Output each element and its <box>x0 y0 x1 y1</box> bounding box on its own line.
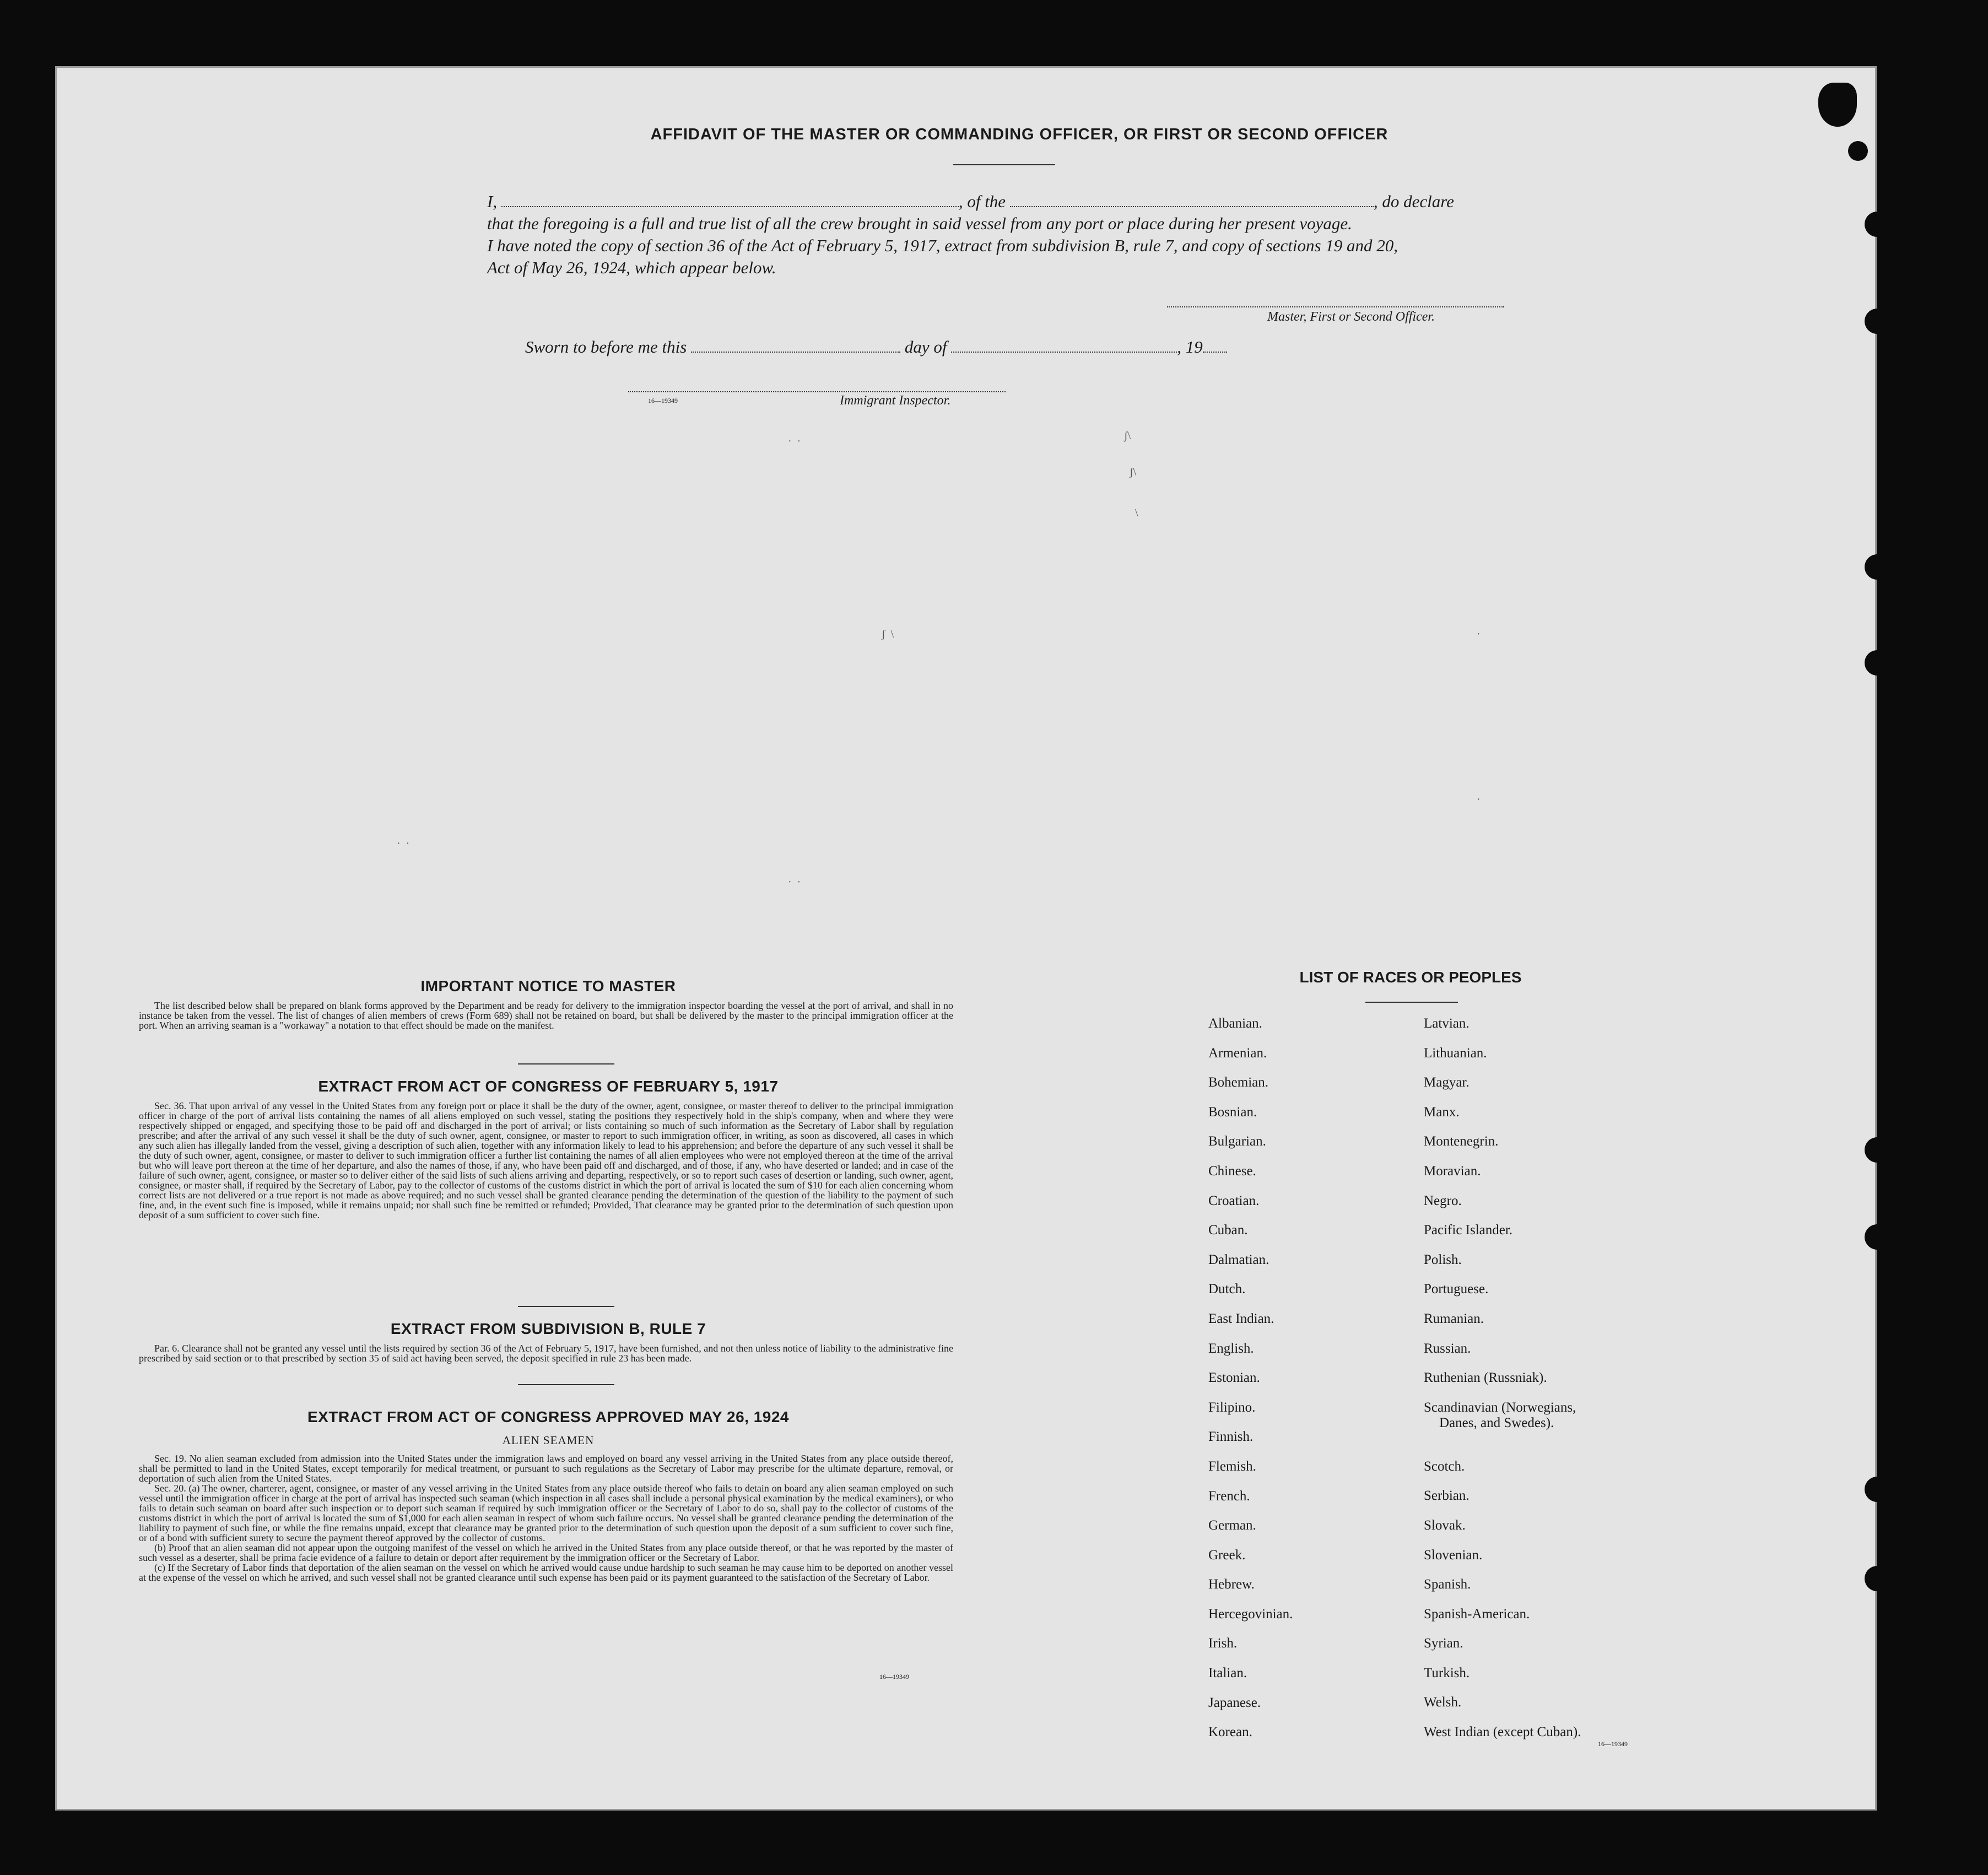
races-left-column <box>1208 1016 1293 1754</box>
race-item: East Indian. <box>1208 1311 1274 1326</box>
race-item: Greek. <box>1208 1547 1246 1563</box>
race-item: Magyar. <box>1424 1075 1470 1090</box>
affidavit-line-1 <box>487 192 1454 212</box>
sworn-month-field[interactable] <box>951 339 1177 353</box>
affidavit-line-2: that the foregoing is a full and true list of all the crew brought in said vessel from any port or place during her present voyage. <box>487 214 1352 233</box>
races-right-column <box>1424 1016 1581 1754</box>
race-item: Turkish. <box>1424 1665 1470 1681</box>
punch-hole <box>1865 212 1890 237</box>
stray-mark: · <box>1477 793 1481 806</box>
extract-1917-title: EXTRACT FROM ACT OF CONGRESS OF FEBRUARY 5, 1917 <box>318 1078 779 1095</box>
race-item: Scotch. <box>1424 1458 1465 1474</box>
inspector-signature-line[interactable] <box>628 391 1006 392</box>
alien-seamen-subtitle: ALIEN SEAMEN <box>502 1434 595 1447</box>
master-caption: Master, First or Second Officer. <box>1267 310 1435 324</box>
race-item: Slovenian. <box>1424 1547 1483 1563</box>
inspector-caption: Immigrant Inspector. <box>840 393 951 408</box>
punch-hole <box>1865 554 1890 580</box>
name-field[interactable] <box>501 194 959 207</box>
year-label: , 19 <box>1177 337 1203 356</box>
sec36-paragraph: Sec. 36. That upon arrival of any vessel in the United States from any foreign port or place it shall be the duty of the owner, agent, consignee, or master thereof to deliver to the principal immigration officer in charge of the port of arrival lists containing the names of all aliens employed on such vessel, stating the positions they respectively hold in the ship's company, when and where they were respectively shipped or engaged, and specifying those to be paid off and discharged in the port of arrival; or lists containing so much of such information as the Secretary of Labor shall by regulation prescribe; and after the arrival of any such vessel it shall be the duty of such owner, agent, consignee, or master to report to such immigration officer, in writing, as soon as discovered, all cases in which any such alien has illegally landed from the vessel, giving a description of such alien, together with any information likely to lead to his apprehension; and before the departure of any such vessel it shall be the duty of such owner, agent, consignee, or master to deliver to such immigration officer a further list containing the names of all alien employees who were not employed thereon at the time of the arrival but who will leave port thereon at the time of her departure, and also the names of those, if any, who have been paid off and discharged, and of those, if any, who have deserted or landed; and in case of the failure of such owner, agent, consignee, or master so to deliver either of the said lists of such aliens arriving and departing, respectively, or so to report such cases of desertion or landing, such owner, agent, consignee, or master shall, if required by the Secretary of Labor, pay to the collector of customs of the customs district in which the port of arrival is located the sum of $10 for each alien concerning whom correct lists are not delivered or a true report is not made as above required; and no such vessel shall be granted clearance pending the determination of the question of the liability to the payment of such fine, and, in the event such fine is imposed, while it remains unpaid; nor shall such fine be remitted or refunded; Provided, That clearance may be granted prior to the determination of such question upon deposit of a sum sufficient to cover such fine. <box>139 1100 953 1220</box>
sec20a-paragraph: Sec. 20. (a) The owner, charterer, agent, consignee, or master of any vessel arriving in the United States from any place outside thereof who fails to detain on board any alien seaman employed on such vessel until the immigration officer in charge at the port of arrival has inspected such seaman (which inspection in all cases shall include a personal physical examination by the medical examiners), or who fails to detain such seaman on board after such inspection or to deport such seaman if required by such immigration officer or the Secretary of Labor to do so, shall pay to the collector of customs of the customs district in which the port of arrival is located the sum of $1,000 for each alien seaman in respect of whom such failure occurs. No vessel shall be granted clearance pending the determination of the liability to payment of such fine, or while the fine remains unpaid, except that clearance may be granted prior to the determination of such question upon the deposit of a sum sufficient to cover such fine, or of a bond with sufficient surety to secure the payment thereof approved by the collector of customs. <box>139 1483 953 1543</box>
sworn-day-field[interactable] <box>691 339 900 353</box>
race-item: Korean. <box>1208 1725 1252 1740</box>
race-item: Estonian. <box>1208 1370 1260 1386</box>
race-item: West Indian (except Cuban). <box>1424 1725 1581 1740</box>
race-item: Irish. <box>1208 1636 1238 1651</box>
race-item: Bohemian. <box>1208 1075 1269 1090</box>
sworn-line <box>525 337 1227 357</box>
affidavit-line-3: I have noted the copy of section 36 of the Act of February 5, 1917, extract from subdivision B, rule 7, and copy of sections 19 and 20, <box>487 236 1398 255</box>
punch-hole <box>1865 309 1890 334</box>
race-item: Bulgarian. <box>1208 1134 1266 1149</box>
title-underline <box>953 164 1055 165</box>
extract-1917-text <box>139 1101 953 1220</box>
race-item: Latvian. <box>1424 1016 1470 1031</box>
rule7-title: EXTRACT FROM SUBDIVISION B, RULE 7 <box>390 1320 706 1337</box>
form-number: 16—19349 <box>648 397 678 404</box>
sec20b-paragraph: (b) Proof that an alien seaman did not appear upon the outgoing manifest of the vessel on which he arrived in the United States from any place outside thereof, or that he was reported by the master of such vessel as a deserter, shall be prima facie evidence of a failure to detain or deport after requirement by the immigration officer or the Secretary of Labor. <box>139 1542 953 1563</box>
race-item: English. <box>1208 1341 1254 1356</box>
stray-mark: · · <box>788 876 801 888</box>
race-item: Japanese. <box>1208 1695 1261 1710</box>
race-item: Russian. <box>1424 1341 1471 1356</box>
sworn-year-field[interactable] <box>1203 339 1227 353</box>
race-item: Ruthenian (Russniak). <box>1424 1370 1547 1386</box>
race-item: Chinese. <box>1208 1163 1256 1179</box>
master-signature-line[interactable] <box>1167 306 1504 307</box>
race-item: Syrian. <box>1424 1636 1463 1651</box>
race-item: Filipino. <box>1208 1400 1256 1415</box>
race-item: Moravian. <box>1424 1163 1481 1179</box>
affidavit-line-4: Act of May 26, 1924, which appear below. <box>487 258 776 277</box>
affidavit-i-label: I, <box>487 192 498 211</box>
race-item: Italian. <box>1208 1666 1247 1681</box>
race-item: Negro. <box>1424 1193 1462 1208</box>
punch-hole <box>1865 650 1890 676</box>
race-item: Polish. <box>1424 1252 1462 1267</box>
race-item: Cuban. <box>1208 1223 1248 1238</box>
race-item: Serbian. <box>1424 1488 1470 1504</box>
divider <box>518 1063 614 1065</box>
punch-hole <box>1865 1137 1890 1163</box>
day-of-label: day of <box>904 337 947 356</box>
race-item: Welsh. <box>1424 1695 1462 1710</box>
race-item: Montenegrin. <box>1424 1134 1499 1149</box>
race-item: Croatian. <box>1208 1193 1260 1208</box>
sec20c-paragraph: (c) If the Secretary of Labor finds that deportation of the alien seaman on the vessel on which he arrived would cause undue hardship to such seaman he may cause him to be deported on another vessel at the expense of the vessel on which he arrived, and such vessel shall not be granted clearance until such expense has been paid or its payment guaranteed to the satisfaction of the Secretary of Labor. <box>139 1562 953 1583</box>
torn-corner <box>1818 83 1857 127</box>
sec19-paragraph: Sec. 19. No alien seaman excluded from admission into the United States under the immigration laws and employed on board any vessel arriving in the United States from any place outside thereof, shall be permitted to land in the United States, except temporarily for medical treatment, or pursuant to such regulations as the Secretary of Labor may prescribe for the ultimate departure, removal, or deportation of such alien from the United States. <box>139 1453 953 1484</box>
affidavit-title: AFFIDAVIT OF THE MASTER OR COMMANDING OFFICER, OR FIRST OR SECOND OFFICER <box>650 126 1389 143</box>
stray-mark: · <box>1477 628 1481 640</box>
vessel-field[interactable] <box>1010 194 1374 207</box>
race-item: Finnish. <box>1208 1429 1254 1445</box>
race-item: Spanish-American. <box>1424 1606 1530 1622</box>
race-item: German. <box>1208 1518 1256 1533</box>
punch-hole <box>1848 141 1868 161</box>
race-item: Albanian. <box>1208 1016 1262 1031</box>
notice-title: IMPORTANT NOTICE TO MASTER <box>420 977 676 995</box>
race-item: Rumanian. <box>1424 1311 1484 1326</box>
race-item: Bosnian. <box>1208 1104 1257 1120</box>
stray-mark: · · <box>788 435 801 447</box>
form-number: 16—19349 <box>879 1673 909 1681</box>
race-item: Flemish. <box>1208 1458 1256 1474</box>
stray-mark: · · <box>397 837 410 850</box>
race-item: French. <box>1208 1488 1250 1504</box>
notice-text <box>139 1001 953 1030</box>
race-item: Pacific Islander. <box>1424 1223 1513 1238</box>
form-number: 16—19349 <box>1598 1740 1628 1748</box>
sworn-label: Sworn to before me this <box>525 337 687 356</box>
extract-1924-text <box>139 1453 953 1582</box>
par6-paragraph: Par. 6. Clearance shall not be granted any vessel until the lists required by section 36 of the Act of February 5, 1917, have been furnished, and not then unless notice of liability to the administrative fine prescribed by said section or to that prescribed by section 35 of said act having been served, the deposit specified in rule 23 has been made. <box>139 1343 953 1364</box>
punch-hole <box>1865 1566 1890 1591</box>
affidavit-declare-label: , do declare <box>1373 192 1454 211</box>
divider <box>518 1384 614 1385</box>
races-title: LIST OF RACES OR PEOPLES <box>1299 969 1522 986</box>
divider <box>518 1306 614 1307</box>
race-item: Hercegovinian. <box>1208 1606 1293 1622</box>
race-item: Armenian. <box>1208 1045 1267 1061</box>
race-item: Manx. <box>1424 1104 1460 1120</box>
rule7-text <box>139 1343 953 1363</box>
race-item: Portuguese. <box>1424 1282 1489 1297</box>
race-item: Dutch. <box>1208 1282 1246 1297</box>
stray-mark: ʃ\ <box>1124 430 1131 442</box>
races-underline <box>1365 1002 1458 1003</box>
race-item: Dalmatian. <box>1208 1252 1269 1267</box>
punch-hole <box>1865 1224 1890 1250</box>
race-item: Danes, and Swedes). <box>1439 1415 1554 1430</box>
stray-mark: ʃ \ <box>882 628 894 640</box>
stray-mark: ʃ\ <box>1130 466 1137 478</box>
race-item: Spanish. <box>1424 1577 1471 1592</box>
notice-paragraph: The list described below shall be prepared on blank forms approved by the Department and be ready for delivery to the immigration inspector boarding the vessel at the port of arrival, and shall in no instance be taken from the vessel. The list of changes of alien members of crews (Form 689) shall not be retained on board, but shall be delivered by the master to the principal immigration officer at the port. When an arriving seaman is a "workaway" a notation to that effect should be made on the manifest. <box>139 1000 953 1031</box>
race-item: Lithuanian. <box>1424 1045 1487 1061</box>
race-item: Slovak. <box>1424 1517 1466 1533</box>
race-item: Hebrew. <box>1208 1577 1255 1592</box>
affidavit-of-the-label: , of the <box>958 192 1006 211</box>
race-item: Scandinavian (Norwegians, <box>1424 1400 1576 1415</box>
extract-1924-title: EXTRACT FROM ACT OF CONGRESS APPROVED MAY 26, 1924 <box>307 1408 789 1425</box>
stray-mark: \ <box>1135 507 1138 519</box>
punch-hole <box>1865 1477 1890 1502</box>
